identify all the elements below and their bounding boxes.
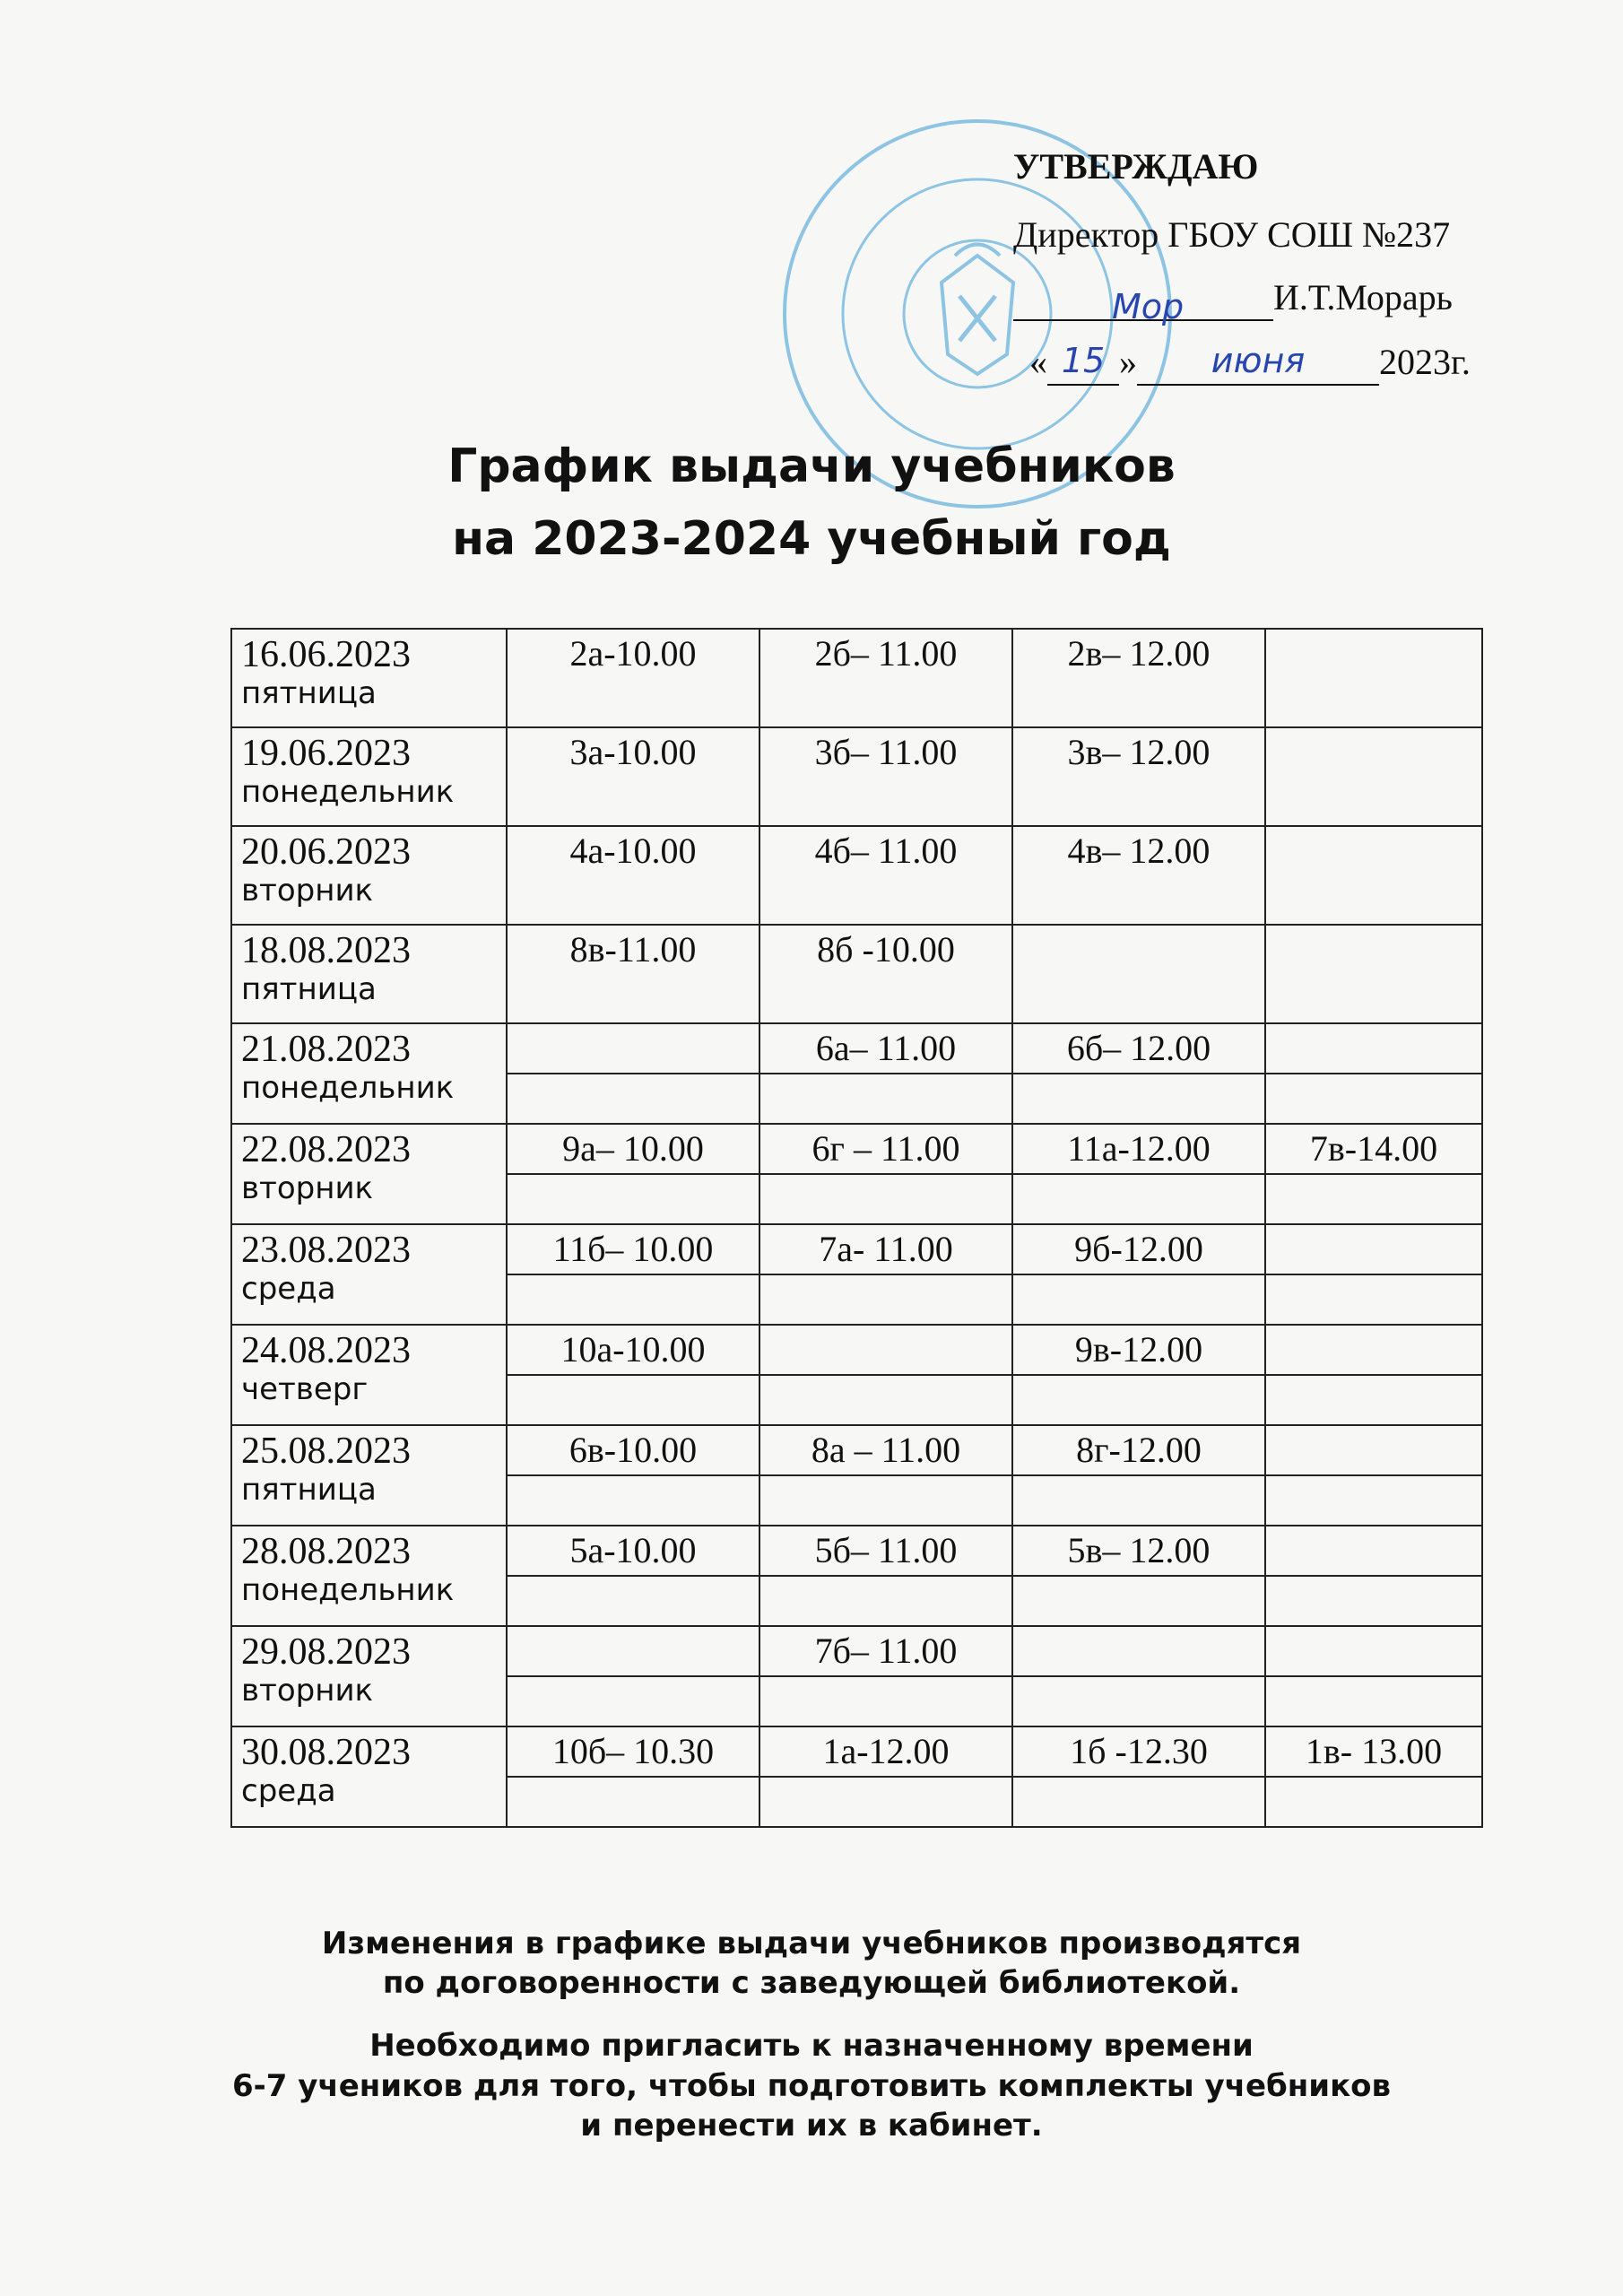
class-time-cell <box>507 1074 759 1124</box>
weekday-value: понедельник <box>241 774 455 811</box>
class-time-cell: 9б-12.00 <box>1012 1224 1265 1274</box>
date-value: 25.08.2023 <box>241 1431 411 1472</box>
class-time-cell <box>759 1676 1012 1726</box>
table-row <box>231 1425 1482 1475</box>
date-cell <box>231 925 507 1023</box>
class-time-cell: 6б– 12.00 <box>1012 1023 1265 1074</box>
class-time-cell <box>507 1274 759 1325</box>
weekday-value: пятница <box>241 971 377 1008</box>
date-cell <box>231 1023 507 1124</box>
class-time-cell <box>507 1626 759 1676</box>
class-time-cell: 10а-10.00 <box>507 1325 759 1375</box>
class-time-cell <box>1012 1475 1265 1526</box>
class-time-cell <box>759 1274 1012 1325</box>
class-time-cell <box>1265 1425 1482 1475</box>
date-cell <box>231 1224 507 1325</box>
class-time-cell: 2б– 11.00 <box>759 629 1012 727</box>
class-time-cell <box>759 1576 1012 1626</box>
weekday-value: пятница <box>241 1472 377 1509</box>
class-time-cell <box>1265 1626 1482 1676</box>
class-time-cell <box>1265 1375 1482 1425</box>
approval-month: июня <box>1137 337 1379 386</box>
class-time-cell <box>1265 1074 1482 1124</box>
class-time-cell <box>759 1325 1012 1375</box>
date-cell <box>231 1425 507 1526</box>
class-time-cell <box>759 1777 1012 1827</box>
class-time-cell: 11а-12.00 <box>1012 1124 1265 1174</box>
class-time-cell <box>1265 925 1482 1023</box>
signature-blank <box>1013 283 1273 326</box>
class-time-cell <box>1265 629 1482 727</box>
date-value: 18.08.2023 <box>241 930 411 971</box>
class-time-cell <box>759 1174 1012 1224</box>
approval-title: УТВЕРЖДАЮ <box>1013 146 1259 187</box>
class-time-cell: 5а-10.00 <box>507 1526 759 1576</box>
table-row <box>231 1526 1482 1576</box>
class-time-cell: 6г – 11.00 <box>759 1124 1012 1174</box>
date-cell <box>231 629 507 727</box>
class-time-cell <box>1265 1676 1482 1726</box>
class-time-cell: 11б– 10.00 <box>507 1224 759 1274</box>
class-time-cell <box>507 1676 759 1726</box>
class-time-cell <box>1265 1526 1482 1576</box>
class-time-cell: 8г-12.00 <box>1012 1425 1265 1475</box>
class-time-cell <box>1265 1224 1482 1274</box>
class-time-cell <box>1265 1576 1482 1626</box>
class-time-cell <box>1012 925 1265 1023</box>
class-time-cell <box>1012 1676 1265 1726</box>
weekday-value: четверг <box>241 1371 369 1408</box>
weekday-value: понедельник <box>241 1070 455 1107</box>
class-time-cell <box>1265 1023 1482 1074</box>
date-value: 23.08.2023 <box>241 1230 411 1271</box>
class-time-cell <box>1265 1274 1482 1325</box>
weekday-value: вторник <box>241 873 374 909</box>
weekday-value: вторник <box>241 1673 374 1709</box>
date-value: 20.06.2023 <box>241 831 411 873</box>
class-time-cell: 8а – 11.00 <box>759 1425 1012 1475</box>
class-time-cell <box>759 1375 1012 1425</box>
note-changes: Изменения в графике выдачи учебников производятся по договоренности с заведующей библиотекой. <box>321 1926 1302 2002</box>
class-time-cell <box>507 1174 759 1224</box>
date-cell <box>231 826 507 925</box>
class-time-cell <box>1265 1174 1482 1224</box>
class-time-cell: 5в– 12.00 <box>1012 1526 1265 1576</box>
class-time-cell: 6а– 11.00 <box>759 1023 1012 1074</box>
approval-day: 15 <box>1047 337 1119 386</box>
class-time-cell <box>759 1074 1012 1124</box>
director-position: Директор ГБОУ СОШ №237 <box>1013 214 1451 255</box>
date-cell <box>231 727 507 826</box>
quote-open: « <box>1029 342 1047 382</box>
class-time-cell: 1а-12.00 <box>759 1726 1012 1777</box>
weekday-value: среда <box>241 1271 336 1308</box>
class-time-cell <box>1012 1274 1265 1325</box>
class-time-cell <box>1012 1777 1265 1827</box>
approval-year: 2023г. <box>1379 342 1471 382</box>
date-value: 16.06.2023 <box>241 634 411 675</box>
class-time-cell: 4а-10.00 <box>507 826 759 925</box>
weekday-value: вторник <box>241 1170 374 1207</box>
class-time-cell: 9в-12.00 <box>1012 1325 1265 1375</box>
table-row <box>231 1626 1482 1676</box>
date-value: 28.08.2023 <box>241 1531 411 1572</box>
page-title <box>0 430 1623 575</box>
class-time-cell: 1в- 13.00 <box>1265 1726 1482 1777</box>
class-time-cell: 2а-10.00 <box>507 629 759 727</box>
signature-line <box>1013 274 1515 326</box>
class-time-cell: 1б -12.30 <box>1012 1726 1265 1777</box>
date-value: 22.08.2023 <box>241 1129 411 1170</box>
class-time-cell <box>1265 826 1482 925</box>
weekday-value: понедельник <box>241 1572 455 1609</box>
class-time-cell: 4б– 11.00 <box>759 826 1012 925</box>
date-cell <box>231 1726 507 1827</box>
quote-close: » <box>1119 342 1137 382</box>
class-time-cell: 3б– 11.00 <box>759 727 1012 826</box>
table-row <box>231 1023 1482 1074</box>
class-time-cell <box>507 1777 759 1827</box>
class-time-cell <box>1265 1475 1482 1526</box>
date-value: 24.08.2023 <box>241 1330 411 1371</box>
class-time-cell: 9а– 10.00 <box>507 1124 759 1174</box>
class-time-cell: 10б– 10.30 <box>507 1726 759 1777</box>
notes-block <box>0 1924 1623 2169</box>
date-value: 19.06.2023 <box>241 733 411 774</box>
date-value: 29.08.2023 <box>241 1631 411 1673</box>
date-cell <box>231 1124 507 1224</box>
class-time-cell: 5б– 11.00 <box>759 1526 1012 1576</box>
class-time-cell <box>1012 1375 1265 1425</box>
handwritten-signature: Мор <box>1112 287 1185 326</box>
weekday-value: среда <box>241 1773 336 1810</box>
date-cell <box>231 1526 507 1626</box>
class-time-cell <box>1012 1174 1265 1224</box>
approval-date <box>1013 337 1515 386</box>
table-row <box>231 1224 1482 1274</box>
table-row <box>231 727 1482 826</box>
table-row <box>231 1325 1482 1375</box>
class-time-cell <box>1012 1626 1265 1676</box>
date-value: 30.08.2023 <box>241 1732 411 1773</box>
class-time-cell <box>1012 1074 1265 1124</box>
weekday-value: пятница <box>241 675 377 712</box>
class-time-cell: 7б– 11.00 <box>759 1626 1012 1676</box>
schedule-table <box>230 628 1483 1828</box>
class-time-cell <box>759 1475 1012 1526</box>
class-time-cell: 3в– 12.00 <box>1012 727 1265 826</box>
class-time-cell <box>1265 727 1482 826</box>
class-time-cell: 7а- 11.00 <box>759 1224 1012 1274</box>
director-name: И.Т.Морарь <box>1273 277 1453 317</box>
class-time-cell <box>507 1475 759 1526</box>
table-row <box>231 1726 1482 1777</box>
class-time-cell: 8в-11.00 <box>507 925 759 1023</box>
class-time-cell: 6в-10.00 <box>507 1425 759 1475</box>
class-time-cell <box>507 1375 759 1425</box>
class-time-cell: 7в-14.00 <box>1265 1124 1482 1174</box>
note-invite-students: Необходимо пригласить к назначенному времени 6-7 учеников для того, чтобы подготовить комплекты учебников и перенести их в кабинет. <box>231 2028 1392 2144</box>
approval-block <box>1013 144 1515 402</box>
class-time-cell: 3а-10.00 <box>507 727 759 826</box>
class-time-cell: 4в– 12.00 <box>1012 826 1265 925</box>
title-line-2: на 2023-2024 учебный год <box>452 511 1171 566</box>
class-time-cell <box>1265 1777 1482 1827</box>
date-cell <box>231 1626 507 1726</box>
title-line-1: График выдачи учебников <box>447 439 1176 493</box>
table-row <box>231 925 1482 1023</box>
date-value: 21.08.2023 <box>241 1029 411 1070</box>
class-time-cell <box>507 1023 759 1074</box>
table-row <box>231 826 1482 925</box>
class-time-cell <box>1012 1576 1265 1626</box>
date-cell <box>231 1325 507 1425</box>
class-time-cell <box>507 1576 759 1626</box>
table-row <box>231 629 1482 727</box>
class-time-cell <box>1265 1325 1482 1375</box>
table-row <box>231 1124 1482 1174</box>
class-time-cell: 8б -10.00 <box>759 925 1012 1023</box>
class-time-cell: 2в– 12.00 <box>1012 629 1265 727</box>
